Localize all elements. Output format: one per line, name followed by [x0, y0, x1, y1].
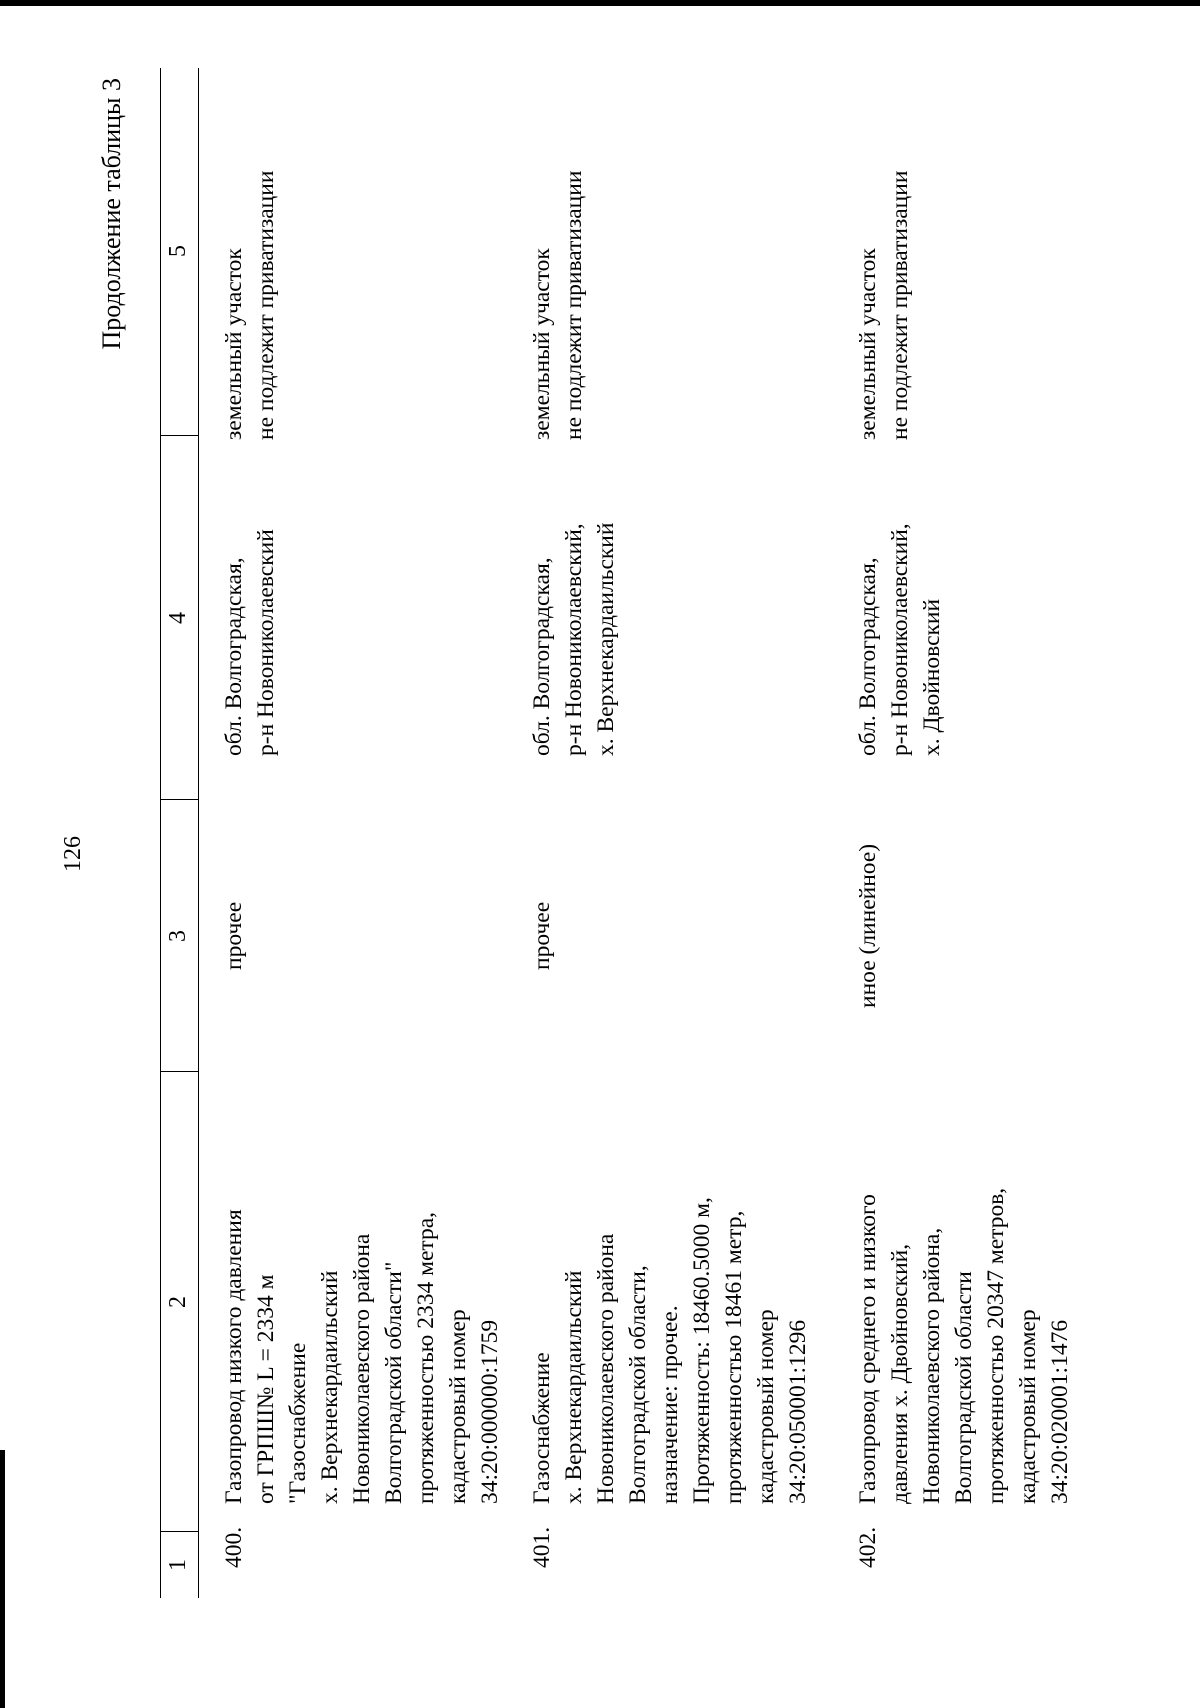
object-type: иное (линейное)	[855, 843, 881, 1008]
object-note: земельный участок не подлежит приватизации	[855, 170, 913, 440]
row-number: 400.	[221, 1526, 247, 1568]
row-number: 401.	[529, 1526, 555, 1568]
object-address: обл. Волгоградская, р-н Новониколаевский, х. Верхнекардаильский	[529, 522, 619, 756]
table-caption: Продолжение таблицы 3	[97, 78, 126, 350]
object-note: земельный участок не подлежит приватизации	[221, 170, 279, 440]
column-header-1: 1	[165, 1559, 191, 1571]
object-name: Газоснабжение х. Верхнекардаильский Новониколаевского района Волгоградской области, назначение: прочее. Протяженность: 18460.5000 м, протяженностью 18461 метр, кадастровый номер 34:20:050001:1296	[529, 1197, 811, 1504]
object-name: Газопровод низкого давления от ГРПШ№ L = 2334 м "Газоснабжение х. Верхнекардаильский Новониколаевского района Волгоградской области" протяженностью 2334 метра, кадастровый номер 34:20:000000:1759	[221, 1209, 503, 1504]
column-header-4: 4	[165, 612, 191, 624]
object-name: Газопровод среднего и низкого давления х. Двойновский, Новониколаевского района, Волгоградской области протяженностью 20347 метров, кадастровый номер 34:20:020001:1476	[855, 1187, 1073, 1504]
object-note: земельный участок не подлежит приватизации	[529, 170, 587, 440]
page-number: 126	[60, 836, 86, 872]
table-header-bottom-rule	[198, 68, 199, 1598]
object-type: прочее	[221, 901, 247, 970]
table-header-top-rule	[160, 68, 161, 1598]
object-address: обл. Волгоградская, р-н Новониколаевский	[221, 529, 279, 756]
object-address: обл. Волгоградская, р-н Новониколаевский, х. Двойновский	[855, 523, 945, 756]
object-type: прочее	[529, 901, 555, 970]
column-header-3: 3	[165, 930, 191, 942]
column-header-2: 2	[165, 1296, 191, 1308]
row-number: 402.	[855, 1526, 881, 1568]
column-header-5: 5	[165, 245, 191, 257]
